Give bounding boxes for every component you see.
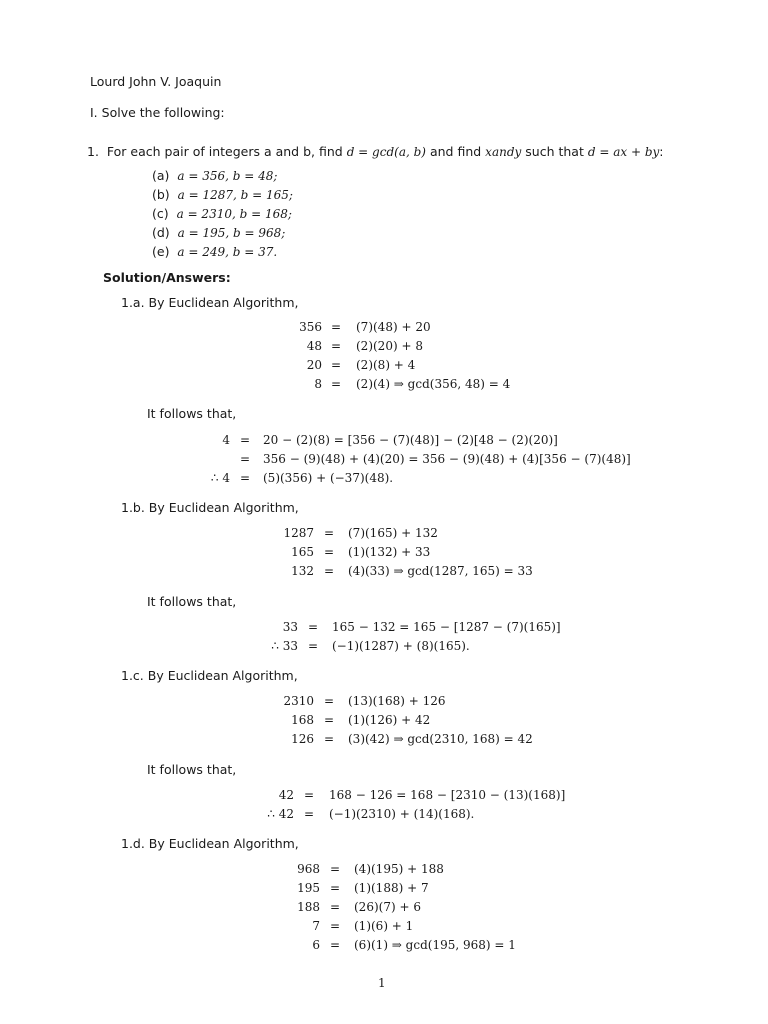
- part-d-title: 1.d. By Euclidean Algorithm,: [121, 836, 299, 851]
- eq-rhs: 168 − 126 = 168 − [2310 − (13)(168)]: [329, 788, 566, 802]
- eq-sign: =: [329, 919, 341, 933]
- follows-text: It follows that,: [147, 406, 237, 421]
- eq-lhs: 42: [278, 788, 294, 802]
- eq-sign: =: [239, 452, 251, 466]
- eq-lhs: 6: [312, 938, 320, 952]
- eq-sign: =: [303, 788, 315, 802]
- eq-rhs: (7)(165) + 132: [348, 526, 438, 540]
- eq-sign: =: [323, 564, 335, 578]
- eq-rhs: (4)(33) ⇒ gcd(1287, 165) = 33: [348, 564, 533, 578]
- eq-sign: =: [330, 377, 342, 391]
- eq-sign: =: [307, 620, 319, 634]
- part-c-title: 1.c. By Euclidean Algorithm,: [121, 668, 298, 683]
- eq-rhs: (2)(4) ⇒ gcd(356, 48) = 4: [356, 377, 511, 391]
- eq-rhs: (1)(132) + 33: [348, 545, 431, 559]
- eq-rhs: (6)(1) ⇒ gcd(195, 968) = 1: [354, 938, 516, 952]
- item-label: (e): [152, 244, 170, 259]
- part-a-title: 1.a. By Euclidean Algorithm,: [121, 295, 299, 310]
- item-b: [152, 187, 293, 202]
- eq-sign: =: [330, 320, 342, 334]
- item-e: [152, 244, 277, 259]
- eq-sign: =: [239, 433, 251, 447]
- problem-number: 1.: [87, 144, 99, 159]
- item-label: (d): [152, 225, 170, 240]
- follows-text: It follows that,: [147, 594, 237, 609]
- problem-text-b: and find: [429, 144, 482, 159]
- item-math: a = 2310, b = 168;: [176, 207, 292, 221]
- item-a: [152, 168, 277, 183]
- part-b-title: 1.b. By Euclidean Algorithm,: [121, 500, 299, 515]
- eq-lhs: 1287: [283, 526, 314, 540]
- eq-sign: =: [307, 639, 319, 653]
- eq-sign: =: [329, 938, 341, 952]
- eq-lhs: ∴ 42: [267, 807, 294, 821]
- item-math: a = 195, b = 968;: [177, 226, 286, 240]
- problem-math-gcd: d = gcd(a, b): [346, 145, 426, 159]
- eq-rhs: 356 − (9)(48) + (4)(20) = 356 − (9)(48) + (4)[356 − (7)(48)]: [263, 452, 631, 466]
- eq-rhs: 165 − 132 = 165 − [1287 − (7)(165)]: [332, 620, 561, 634]
- eq-lhs: 2310: [283, 694, 314, 708]
- eq-rhs: (26)(7) + 6: [354, 900, 421, 914]
- eq-rhs: (2)(20) + 8: [356, 339, 423, 353]
- eq-sign: =: [323, 732, 335, 746]
- eq-rhs: (−1)(2310) + (14)(168).: [329, 807, 475, 821]
- eq-lhs: 7: [312, 919, 320, 933]
- eq-rhs: (1)(6) + 1: [354, 919, 414, 933]
- item-math: a = 1287, b = 165;: [177, 188, 293, 202]
- eq-lhs: 126: [291, 732, 314, 746]
- eq-lhs: 48: [306, 339, 322, 353]
- follows-text: It follows that,: [147, 762, 237, 777]
- author-name: Lourd John V. Joaquin: [90, 74, 222, 89]
- eq-rhs: (13)(168) + 126: [348, 694, 446, 708]
- eq-lhs: 132: [291, 564, 314, 578]
- eq-rhs: (1)(188) + 7: [354, 881, 429, 895]
- eq-lhs: 4: [222, 433, 230, 447]
- item-label: (b): [152, 187, 170, 202]
- eq-lhs: 188: [297, 900, 320, 914]
- eq-lhs: ∴ 33: [271, 639, 298, 653]
- item-d: [152, 225, 285, 240]
- eq-sign: =: [329, 881, 341, 895]
- item-math: a = 249, b = 37.: [177, 245, 278, 259]
- problem-text-c: such that: [525, 144, 584, 159]
- eq-lhs: 165: [291, 545, 314, 559]
- eq-rhs: (1)(126) + 42: [348, 713, 431, 727]
- eq-sign: =: [239, 471, 251, 485]
- eq-rhs: (7)(48) + 20: [356, 320, 431, 334]
- eq-sign: =: [323, 713, 335, 727]
- eq-lhs: 8: [314, 377, 322, 391]
- page-number: 1: [378, 976, 386, 990]
- item-label: (a): [152, 168, 170, 183]
- eq-lhs: 33: [282, 620, 298, 634]
- eq-lhs: 356: [299, 320, 322, 334]
- eq-rhs: (5)(356) + (−37)(48).: [263, 471, 394, 485]
- eq-sign: =: [323, 526, 335, 540]
- problem-text-a: For each pair of integers a and b, find: [106, 144, 343, 159]
- eq-lhs: ∴ 4: [210, 471, 230, 485]
- eq-lhs: 168: [291, 713, 314, 727]
- eq-sign: =: [329, 862, 341, 876]
- eq-rhs: (4)(195) + 188: [354, 862, 444, 876]
- eq-sign: =: [330, 339, 342, 353]
- solution-heading: Solution/Answers:: [103, 270, 231, 285]
- item-c: [152, 206, 292, 221]
- eq-rhs: (−1)(1287) + (8)(165).: [332, 639, 470, 653]
- problem-math-linear: d = ax + by: [587, 145, 660, 159]
- problem-math-xandy: xandy: [485, 145, 522, 159]
- eq-sign: =: [323, 545, 335, 559]
- eq-rhs: (3)(42) ⇒ gcd(2310, 168) = 42: [348, 732, 533, 746]
- item-label: (c): [152, 206, 169, 221]
- eq-lhs: 968: [297, 862, 320, 876]
- item-math: a = 356, b = 48;: [177, 169, 278, 183]
- section-heading: I. Solve the following:: [90, 105, 225, 120]
- problem-tail: :: [659, 144, 664, 159]
- eq-lhs: 195: [297, 881, 320, 895]
- eq-rhs: (2)(8) + 4: [356, 358, 416, 372]
- eq-rhs: 20 − (2)(8) = [356 − (7)(48)] − (2)[48 − (2)(20)]: [263, 433, 558, 447]
- eq-sign: =: [330, 358, 342, 372]
- eq-sign: =: [303, 807, 315, 821]
- problem-statement: [87, 144, 664, 159]
- eq-sign: =: [323, 694, 335, 708]
- eq-lhs: 20: [306, 358, 322, 372]
- eq-sign: =: [329, 900, 341, 914]
